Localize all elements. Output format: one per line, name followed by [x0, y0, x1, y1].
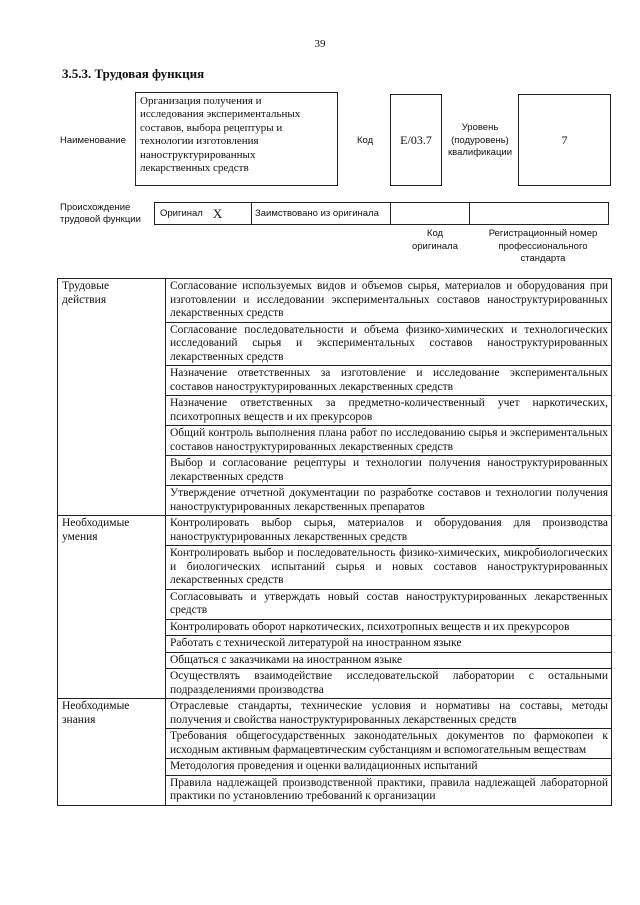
original-cell — [154, 202, 252, 225]
borrowed-cell — [251, 202, 391, 225]
category-label: действия — [62, 293, 107, 306]
level-label — [444, 122, 516, 160]
caption-line: профессионального — [498, 240, 588, 252]
category-label: знания — [62, 713, 96, 726]
item-cell: Общаться с заказчиками на иностранном языке — [166, 652, 612, 669]
level-label-line: (подуровень) — [451, 134, 509, 146]
item-cell: Осуществлять взаимодействие исследовательской лаборатории с остальными подразделениями производства — [166, 669, 612, 699]
item-cell: Контролировать оборот наркотических, психотропных веществ и их прекурсоров — [166, 619, 612, 636]
caption-line: стандарта — [520, 253, 566, 264]
item-cell: Отраслевые стандарты, технические условия и нормативы на составы, методы получения и свойства наноструктурированных лекарственных средств — [166, 699, 612, 729]
item-cell: Контролировать выбор сырья, материалов и оборудования для производства наноструктурированных лекарственных средств — [166, 516, 612, 546]
function-name-line: лекарственных средств — [140, 162, 249, 175]
item-cell: Согласование последовательности и объема физико-химических и технологических исследований сырья и экспериментальных составов наноструктурированных лекарственных средств — [166, 322, 612, 366]
item-cell: Общий контроль выполнения плана работ по исследованию сырья и экспериментальных составов наноструктурированных лекарственных средств — [166, 426, 612, 456]
level-label-line: Уровень — [461, 122, 499, 133]
function-name-line: составов, выбора рецептуры и — [140, 121, 283, 134]
borrowed-label: Заимствовано из оригинала — [255, 208, 379, 219]
name-label: Наименование — [60, 135, 126, 146]
origin-label-line: Происхождение — [60, 202, 131, 213]
category-label: Трудовые — [62, 280, 110, 292]
original-label: Оригинал — [160, 208, 203, 219]
original-mark: X — [212, 205, 223, 221]
item-cell: Контролировать выбор и последовательность физико-химических, микробиологических и биологических испытаний сырья и новых составов наноструктурированных лекарственных средств — [166, 546, 612, 590]
function-name-line: Организация получения и — [140, 95, 262, 107]
item-cell: Утверждение отчетной документации по разработке составов и технологии получения наноструктурированных лекарственных препаратов — [166, 486, 612, 516]
item-cell: Работать с технической литературой на иностранном языке — [166, 636, 612, 653]
level-label-line: квалификации — [447, 147, 513, 158]
category-label: Необходимые — [62, 517, 130, 529]
function-name-box — [135, 92, 338, 186]
qualification-level-box — [518, 94, 611, 186]
category-cell — [58, 279, 166, 516]
item-cell: Требования общегосударственных законодательных документов по фармокопеи к исходным активным фармацевтическим субстанциям и вспомогательным веществам — [166, 729, 612, 759]
category-label: умения — [62, 530, 98, 543]
code-label: Код — [357, 135, 374, 146]
origin-label — [60, 202, 141, 226]
code-value-box — [390, 94, 442, 186]
origin-row — [155, 202, 609, 225]
original-code-caption — [395, 228, 475, 253]
item-cell: Назначение ответственных за предметно-количественный учет наркотических, психотропных веществ и их прекурсоров — [166, 396, 612, 426]
reg-number-cell — [469, 202, 609, 225]
item-cell: Правила надлежащей производственной практики, правила надлежащей лабораторной практики по установлению требований к организации — [166, 775, 612, 805]
category-cell — [58, 699, 166, 806]
code-value: E/03.7 — [400, 132, 432, 147]
caption-line: Регистрационный номер — [488, 228, 598, 239]
function-name-line: технологии изготовления — [140, 135, 259, 148]
original-code-cell — [390, 202, 470, 225]
section-title: 3.5.3. Трудовая функция — [62, 66, 205, 81]
caption-line: Код — [426, 228, 444, 239]
qualification-level-value: 7 — [561, 132, 568, 147]
function-name-line: наноструктурированных — [140, 148, 256, 161]
table-row — [58, 279, 612, 323]
reg-number-caption — [472, 228, 614, 266]
origin-label-line: трудовой функции — [60, 214, 141, 225]
item-cell: Методология проведения и оценки валидационных испытаний — [166, 759, 612, 776]
table-row — [58, 516, 612, 546]
item-cell: Выбор и согласование рецептуры и технологии получения наноструктурированных лекарственных средств — [166, 456, 612, 486]
caption-line: оригинала — [411, 240, 458, 252]
category-cell — [58, 516, 166, 699]
item-cell: Согласовывать и утверждать новый состав наноструктурированных лекарственных средств — [166, 589, 612, 619]
function-name-line: исследования экспериментальных — [140, 108, 301, 121]
item-cell: Согласование используемых видов и объемов сырья, материалов и оборудования при изготовлении и исследовании экспериментальных составов наноструктурированных лекарственных средств — [166, 279, 612, 323]
item-cell: Назначение ответственных за изготовление и исследование экспериментальных составов наноструктурированных лекарственных средств — [166, 366, 612, 396]
page-number: 39 — [314, 38, 326, 50]
table-row — [58, 699, 612, 729]
category-label: Необходимые — [62, 700, 130, 712]
labor-function-table — [57, 278, 612, 806]
